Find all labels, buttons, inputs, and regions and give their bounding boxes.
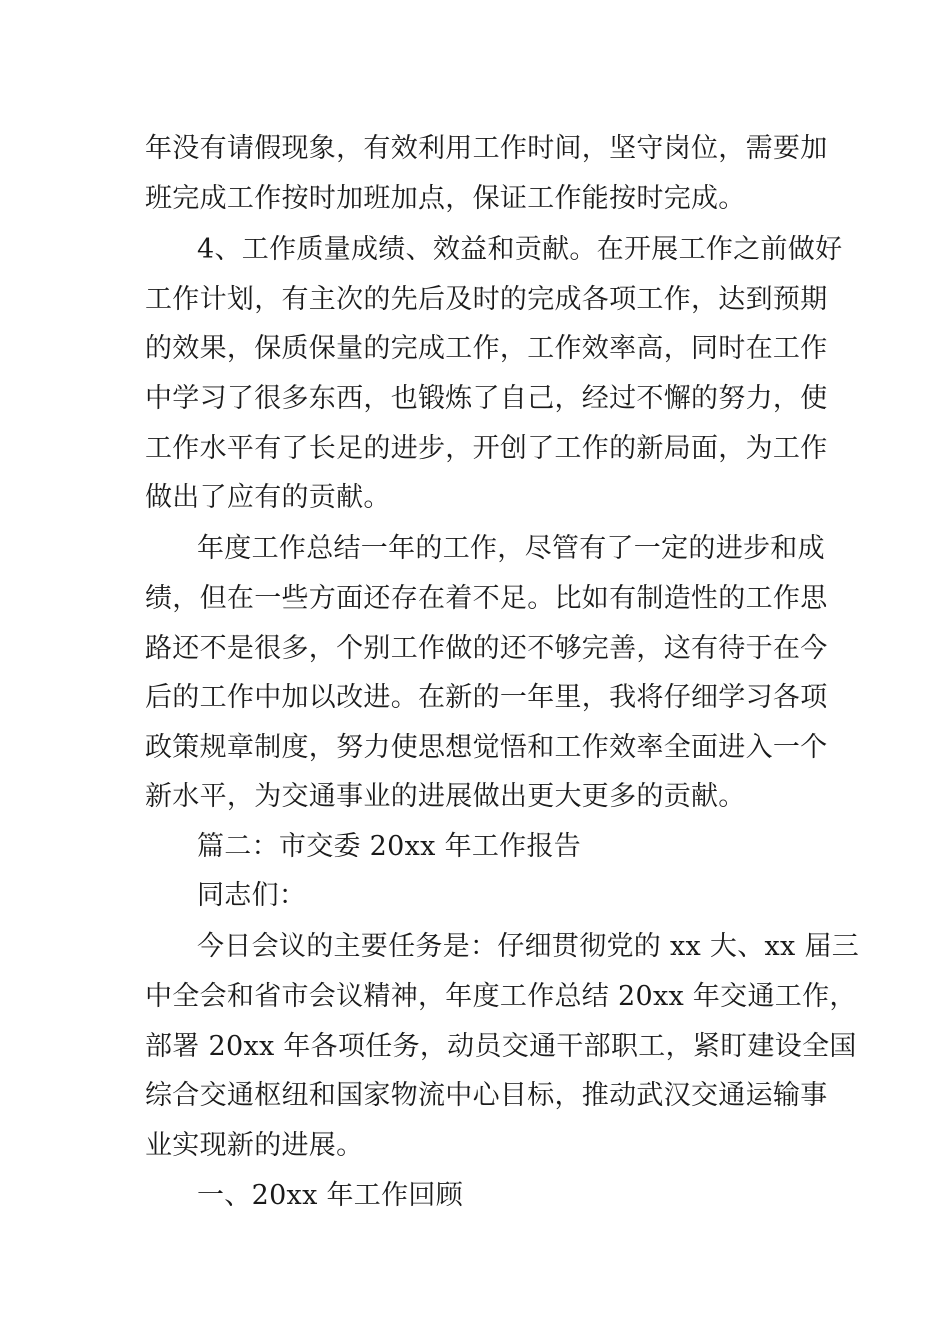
subsection-heading: 一、20xx 年工作回顾: [197, 1180, 463, 1211]
body-line: 中学习了很多东西，也锻炼了自己，经过不懈的努力，使: [145, 383, 828, 414]
body-line: 业实现新的进展。: [145, 1130, 364, 1161]
salutation: 同志们：: [197, 880, 307, 911]
body-line: 工作水平有了长足的进步，开创了工作的新局面，为工作: [145, 433, 828, 464]
body-line: 绩，但在一些方面还存在着不足。比如有制造性的工作思: [145, 583, 828, 614]
body-line: 班完成工作按时加班加点，保证工作能按时完成。: [145, 183, 746, 214]
paragraph-first-line: 年度工作总结一年的工作，尽管有了一定的进步和成: [197, 533, 825, 564]
section-heading: 篇二：市交委 20xx 年工作报告: [197, 831, 582, 862]
body-line: 部署 20xx 年各项任务，动员交通干部职工，紧盯建设全国: [145, 1031, 857, 1062]
body-line: 做出了应有的贡献。: [145, 482, 391, 513]
paragraph-first-line: 4、工作质量成绩、效益和贡献。在开展工作之前做好: [197, 234, 843, 265]
body-line: 年没有请假现象，有效利用工作时间，坚守岗位，需要加: [145, 133, 828, 164]
body-line: 的效果，保质保量的完成工作，工作效率高，同时在工作: [145, 333, 828, 364]
body-line: 路还不是很多，个别工作做的还不够完善，这有待于在今: [145, 633, 828, 664]
body-line: 综合交通枢纽和国家物流中心目标，推动武汉交通运输事: [145, 1080, 828, 1111]
body-line: 后的工作中加以改进。在新的一年里，我将仔细学习各项: [145, 682, 828, 713]
body-line: 新水平，为交通事业的进展做出更大更多的贡献。: [145, 781, 746, 812]
body-line: 工作计划，有主次的先后及时的完成各项工作，达到预期: [145, 284, 828, 315]
body-line: 中全会和省市会议精神，年度工作总结 20xx 年交通工作，: [145, 981, 857, 1012]
paragraph-first-line: 今日会议的主要任务是：仔细贯彻党的 xx 大、xx 届三: [197, 931, 860, 962]
body-line: 政策规章制度，努力使思想觉悟和工作效率全面进入一个: [145, 732, 828, 763]
